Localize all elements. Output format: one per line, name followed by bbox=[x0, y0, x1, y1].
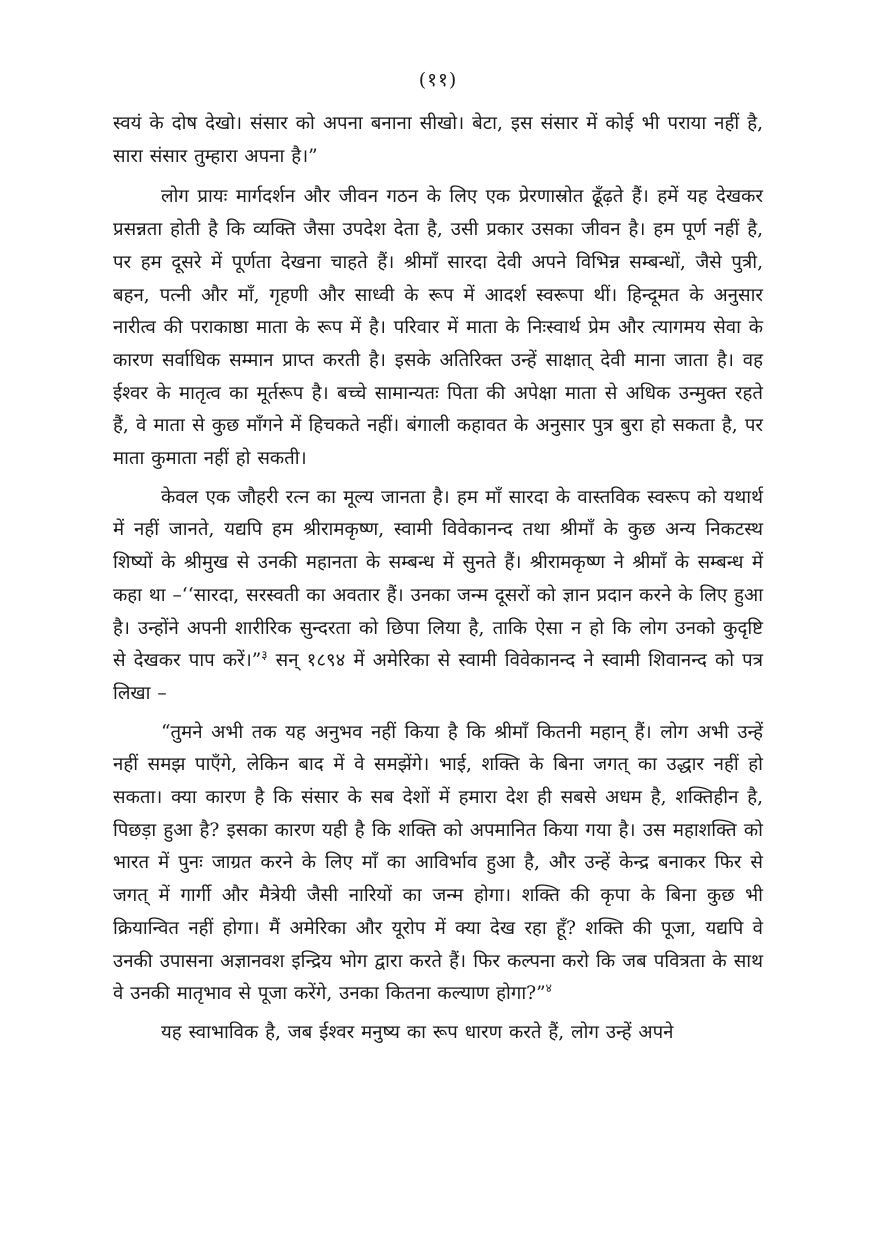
paragraph-text: स्वयं के दोष देखो। संसार को अपना बनाना सीखो। बेटा, इस संसार में कोई भी पराया नहीं है, सारा संसार तुम्हारा अपना है।” bbox=[113, 113, 763, 167]
paragraph-text: लोग प्रायः मार्गदर्शन और जीवन गठन के लिए एक प्रेरणास्रोत ढूँढ़ते हैं। हमें यह देखकर प्रसन्नता होती है कि व्यक्ति जैसा उपदेश देता है, उसी प्रकार उसका जीवन है। हम पूर्ण नहीं है, पर हम दूसरे में पूर्णता देखना चाहते हैं। श्रीमाँ सारदा देवी अपने विभिन्न सम्बन्धों, जैसे पुत्री, बहन, पत्नी और माँ, गृहणी और साध्वी के रूप में आदर्श स्वरूपा थीं। हिन्दूमत के अनुसार नारीत्व की पराकाष्ठा माता के रूप में है। परिवार में माता के निःस्वार्थ प्रेम और त्यागमय सेवा के कारण सर्वाधिक सम्मान प्राप्त करती है। इसके अतिरिक्त उन्हें साक्षात् देवी माना जाता है। वह ईश्वर के मातृत्व का मूर्तरूप है। बच्चे सामान्यतः पिता की अपेक्षा माता से अधिक उन्मुक्त रहते हैं, वे माता से कुछ माँगने में हिचकते नहीं। बंगाली कहावत के अनुसार पुत्र बुरा हो सकता है, पर माता कुमाता नहीं हो सकती। bbox=[113, 186, 763, 470]
paragraph-text: केवल एक जौहरी रत्न का मूल्य जानता है। हम माँ सारदा के वास्तविक स्वरूप को यथार्थ में नहीं जानते, यद्यपि हम श्रीरामकृष्ण, स्वामी विवेकानन्द तथा श्रीमाँ के कुछ अन्य निकटस्थ शिष्यों के श्रीमुख से उनकी महानता के सम्बन्ध में सुनते हैं। श्रीरामकृष्ण ने श्रीमाँ के सम्बन्ध में कहा था –‘‘सारदा, सरस्वती का अवतार हैं। उनका जन्म दूसरों को ज्ञान प्रदान करने के लिए हुआ है। उन्होंने अपनी शारीरिक सुन्दरता को छिपा लिया है, ताकि ऐसा न हो कि लोग उनको कुदृष्टि से देखकर पाप करें।” bbox=[113, 486, 763, 672]
page-number: (११) bbox=[418, 69, 458, 91]
paragraph-continuation bbox=[113, 108, 763, 173]
paragraph-text: यह स्वाभाविक है, जब ईश्वर मनुष्य का रूप धारण करते हैं, लोग उन्हें अपने bbox=[161, 1021, 674, 1043]
paragraph-text: सन् १८९४ में अमेरिका से स्वामी विवेकानन्द ने स्वामी शिवानन्द को पत्र लिखा – bbox=[113, 650, 763, 704]
paragraph bbox=[113, 1017, 763, 1050]
footnote-marker: ३ bbox=[261, 648, 268, 663]
footnote-marker: ४ bbox=[545, 981, 552, 996]
book-page bbox=[113, 66, 763, 1050]
paragraph bbox=[113, 482, 763, 711]
paragraph-text: “तुमने अभी तक यह अनुभव नहीं किया है कि श्रीमाँ कितनी महान् हैं। लोग अभी उन्हें नहीं समझ पाएँगे, लेकिन बाद में वे समझेंगे। भाई, शक्ति के बिना जगत् का उद्धार नहीं हो सकता। क्या कारण है कि संसार के सब देशों में हमारा देश ही सबसे अधम है, शक्तिहीन है, पिछड़ा हुआ है? इसका कारण यही है कि शक्ति को अपमानित किया गया है। उस महाशक्ति को भारत में पुनः जाग्रत करने के लिए माँ का आविर्भाव हुआ है, और उन्हें केन्द्र बनाकर फिर से जगत् में गार्गी और मैत्रेयी जैसी नारियों का जन्म होगा। शक्ति की कृपा के बिना कुछ भी क्रियान्वित नहीं होगा। मैं अमेरिका और यूरोप में क्या देख रहा हूँ? शक्ति की पूजा, यद्यपि वे उनकी उपासना अज्ञानवश इन्द्रिय भोग द्वारा करते हैं। फिर कल्पना करो कि जब पवित्रता के साथ वे उनकी मातृभाव से पूजा करेंगे, उनका कितना कल्याण होगा?” bbox=[113, 721, 763, 1005]
quote-paragraph bbox=[113, 717, 763, 1011]
paragraph bbox=[113, 181, 763, 475]
